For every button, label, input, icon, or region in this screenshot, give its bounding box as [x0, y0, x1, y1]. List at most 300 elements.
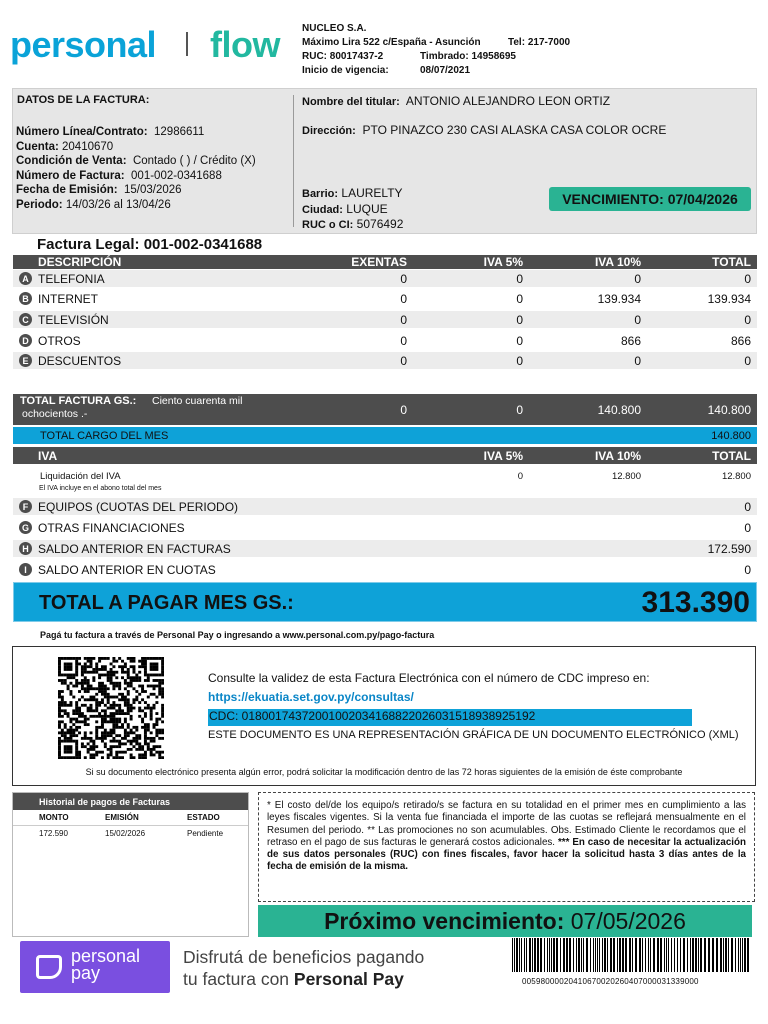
qr-module: [144, 690, 147, 693]
qr-module: [130, 676, 133, 679]
qr-module: [107, 707, 110, 710]
barcode-bar: [613, 938, 615, 972]
qr-module: [92, 687, 95, 690]
payment-history: [12, 792, 249, 937]
qr-module: [75, 753, 78, 756]
qr-module: [92, 742, 95, 745]
qr-module: [112, 737, 115, 740]
qr-module: [92, 671, 95, 674]
qr-module: [144, 723, 147, 726]
qr-module: [58, 726, 61, 729]
qr-module: [61, 756, 64, 759]
qr-module: [107, 748, 110, 751]
banner-line2b: Personal Pay: [293, 969, 404, 989]
qr-module: [130, 707, 133, 710]
qr-module: [138, 676, 141, 679]
qr-module: [144, 756, 147, 759]
qr-module: [110, 748, 113, 751]
qr-module: [78, 731, 81, 734]
qr-module: [147, 748, 150, 751]
qr-module: [64, 731, 67, 734]
qr-module: [118, 726, 121, 729]
history-col-monto: MONTO: [39, 813, 69, 822]
qr-module: [87, 737, 90, 740]
qr-module: [158, 690, 161, 693]
qr-module: [58, 751, 61, 754]
qr-module: [84, 657, 87, 660]
qr-module: [115, 696, 118, 699]
qr-module: [101, 690, 104, 693]
barrio-label: Barrio:: [302, 188, 339, 200]
barcode-bar: [576, 938, 577, 972]
qr-module: [112, 701, 115, 704]
qr-module: [61, 740, 64, 743]
qr-module: [110, 676, 113, 679]
qr-module: [132, 687, 135, 690]
numero-value: 001-002-0341688: [131, 169, 222, 182]
qr-module: [155, 696, 158, 699]
qr-module: [153, 704, 156, 707]
qr-module: [135, 740, 138, 743]
periodo-label: Periodo:: [16, 198, 63, 211]
total-pagar-value: 313.390: [641, 586, 750, 619]
qr-module: [161, 715, 164, 718]
qr-module: [155, 685, 158, 688]
qr-module: [75, 671, 78, 674]
qr-module: [161, 751, 164, 754]
qr-module: [144, 726, 147, 729]
qr-module: [69, 740, 72, 743]
qr-module: [150, 737, 153, 740]
barcode-bar: [599, 938, 600, 972]
qr-module: [138, 753, 141, 756]
barcode-bar: [583, 938, 584, 972]
col-iva5: IVA 5%: [483, 255, 523, 269]
row-desc: OTROS: [38, 333, 81, 348]
qr-module: [158, 737, 161, 740]
qr-module: [84, 737, 87, 740]
qr-module: [95, 729, 98, 732]
qr-module: [81, 671, 84, 674]
qr-module: [95, 720, 98, 723]
company-tel: Tel: 217-7000: [508, 37, 571, 48]
qr-module: [158, 745, 161, 748]
qr-module: [144, 737, 147, 740]
qr-module: [98, 682, 101, 685]
qr-module: [124, 751, 127, 754]
qr-module: [64, 668, 67, 671]
qr-module: [115, 685, 118, 688]
qr-module: [84, 687, 87, 690]
barcode-bar: [735, 938, 736, 972]
qr-module: [69, 701, 72, 704]
qr-module: [118, 709, 121, 712]
barcode-bar: [664, 938, 665, 972]
qr-module: [144, 707, 147, 710]
qr-module: [95, 753, 98, 756]
qr-module: [69, 751, 72, 754]
qr-module: [130, 709, 133, 712]
qr-module: [67, 663, 70, 666]
qr-module: [132, 726, 135, 729]
qr-module: [147, 737, 150, 740]
barcode-bar: [524, 938, 525, 972]
barcode-bar: [556, 938, 558, 972]
row-letter: C: [19, 313, 32, 326]
qr-module: [107, 657, 110, 660]
qr-module: [81, 704, 84, 707]
barcode-bar: [581, 938, 582, 972]
qr-module: [161, 712, 164, 715]
qr-module: [110, 718, 113, 721]
qr-module: [78, 756, 81, 759]
qr-module: [64, 723, 67, 726]
qr-module: [84, 682, 87, 685]
qr-module: [69, 674, 72, 677]
qr-module: [112, 657, 115, 660]
qr-module: [150, 751, 153, 754]
qr-module: [69, 745, 72, 748]
qr-module: [67, 676, 70, 679]
qr-module: [64, 701, 67, 704]
qr-module: [87, 685, 90, 688]
qr-module: [141, 718, 144, 721]
qr-module: [153, 663, 156, 666]
qr-module: [121, 671, 124, 674]
qr-module: [84, 715, 87, 718]
qr-module: [118, 718, 121, 721]
qr-module: [112, 707, 115, 710]
qr-module: [118, 707, 121, 710]
qr-module: [95, 671, 98, 674]
row-iva10: 0: [634, 353, 641, 368]
barcode-number: 00598000020410670020260407000031339000: [522, 977, 699, 986]
qr-module: [155, 718, 158, 721]
barcode-bar: [573, 938, 574, 972]
barcode-bar: [593, 938, 594, 972]
qr-module: [144, 674, 147, 677]
qr-module: [87, 751, 90, 754]
barcode-bar: [639, 938, 641, 972]
qr-module: [98, 726, 101, 729]
inicio-value: 08/07/2021: [420, 65, 471, 76]
qr-module: [121, 696, 124, 699]
row-desc: SALDO ANTERIOR EN FACTURAS: [38, 541, 231, 556]
qr-module: [127, 698, 130, 701]
logo-line2: pay: [71, 963, 101, 983]
qr-module: [90, 709, 93, 712]
qr-module: [67, 665, 70, 668]
qr-module: [124, 712, 127, 715]
barcode-bar: [687, 938, 688, 972]
qr-module: [150, 663, 153, 666]
qr-module: [115, 682, 118, 685]
qr-module: [130, 665, 133, 668]
qr-module: [118, 745, 121, 748]
barcode-bar: [725, 938, 727, 972]
qr-module: [58, 753, 61, 756]
qr-module: [67, 740, 70, 743]
qr-module: [69, 731, 72, 734]
qr-module: [95, 701, 98, 704]
qr-module: [101, 723, 104, 726]
row-exentas: 0: [400, 333, 407, 348]
qr-module: [90, 685, 93, 688]
qr-module: [101, 701, 104, 704]
qr-module: [101, 734, 104, 737]
qr-module: [72, 740, 75, 743]
qr-module: [104, 674, 107, 677]
qr-module: [61, 698, 64, 701]
barcode-bar: [744, 938, 746, 972]
barcode-bar: [514, 938, 515, 972]
qr-module: [135, 690, 138, 693]
qr-module: [61, 690, 64, 693]
qr-module: [158, 753, 161, 756]
qr-module: [81, 696, 84, 699]
qr-module: [84, 723, 87, 726]
qr-module: [58, 712, 61, 715]
qr-module: [98, 668, 101, 671]
qr-module: [58, 720, 61, 723]
qr-module: [130, 731, 133, 734]
barcode-bar: [529, 938, 531, 972]
qr-code: [58, 657, 164, 759]
qr-module: [127, 671, 130, 674]
qr-module: [150, 685, 153, 688]
qr-module: [150, 668, 153, 671]
col-descripcion: DESCRIPCIÓN: [38, 255, 122, 269]
history-row: [13, 826, 248, 840]
qr-module: [118, 734, 121, 737]
qr-module: [161, 709, 164, 712]
barcode-bar: [619, 938, 621, 972]
qr-module: [144, 660, 147, 663]
qr-module: [75, 707, 78, 710]
row-iva5: 0: [516, 291, 523, 306]
personal-pay-name: [71, 948, 140, 982]
qr-module: [101, 720, 104, 723]
qr-module: [138, 685, 141, 688]
barcode-bar: [597, 938, 598, 972]
qr-module: [69, 704, 72, 707]
qr-module: [141, 745, 144, 748]
qr-module: [153, 723, 156, 726]
qr-module: [104, 690, 107, 693]
qr-module: [75, 665, 78, 668]
qr-module: [78, 712, 81, 715]
qr-module: [118, 685, 121, 688]
qr-module: [64, 751, 67, 754]
qr-module: [144, 663, 147, 666]
qr-module: [130, 685, 133, 688]
qr-module: [132, 707, 135, 710]
row-letter: B: [19, 292, 32, 305]
qr-module: [90, 756, 93, 759]
qr-module: [138, 693, 141, 696]
qr-module: [150, 657, 153, 660]
table-row: [13, 352, 757, 369]
qr-module: [67, 737, 70, 740]
qr-module: [130, 715, 133, 718]
logo-divider: [186, 32, 188, 56]
qr-module: [58, 731, 61, 734]
qr-module: [84, 756, 87, 759]
qr-module: [67, 687, 70, 690]
qr-module: [141, 748, 144, 751]
qr-module: [75, 679, 78, 682]
barcode-bar: [650, 938, 651, 972]
qr-module: [135, 676, 138, 679]
qr-module: [67, 748, 70, 751]
qr-module: [84, 731, 87, 734]
qr-module: [153, 753, 156, 756]
qr-module: [155, 712, 158, 715]
qr-module: [107, 693, 110, 696]
barcode-bar: [595, 938, 596, 972]
qr-module: [161, 696, 164, 699]
qr-module: [98, 701, 101, 704]
qr-module: [161, 668, 164, 671]
qr-module: [161, 687, 164, 690]
qr-module: [124, 687, 127, 690]
cdc-footer: Si su documento electrónico presenta algún error, podrá solicitar la modificación dentro de las 72 horas siguientes de la emisión de éste comprobante: [85, 767, 683, 777]
qr-module: [90, 671, 93, 674]
qr-module: [150, 674, 153, 677]
qr-module: [112, 671, 115, 674]
barcode-bar: [728, 938, 729, 972]
qr-module: [124, 665, 127, 668]
row-total: 0: [744, 353, 751, 368]
iva-col-iva10: IVA 10%: [594, 448, 641, 463]
qr-module: [138, 709, 141, 712]
qr-module: [127, 723, 130, 726]
qr-module: [121, 698, 124, 701]
qr-module: [75, 709, 78, 712]
qr-module: [90, 745, 93, 748]
qr-module: [150, 707, 153, 710]
qr-module: [161, 690, 164, 693]
qr-module: [161, 729, 164, 732]
qr-module: [110, 720, 113, 723]
barcode-bar: [519, 938, 520, 972]
qr-module: [78, 715, 81, 718]
qr-module: [115, 751, 118, 754]
qr-module: [155, 745, 158, 748]
cdc-link[interactable]: https://ekuatia.set.gov.py/consultas/: [208, 690, 414, 704]
personal-pay-logo: [20, 941, 170, 993]
qr-module: [112, 740, 115, 743]
qr-module: [75, 745, 78, 748]
qr-module: [147, 696, 150, 699]
qr-module: [69, 734, 72, 737]
qr-module: [150, 718, 153, 721]
qr-module: [107, 753, 110, 756]
barcode-bar: [544, 938, 545, 972]
qr-module: [124, 720, 127, 723]
linea-label: Número Línea/Contrato:: [16, 126, 148, 138]
barcode-bar: [540, 938, 542, 972]
qr-module: [141, 663, 144, 666]
qr-module: [130, 753, 133, 756]
proximo-vencimiento: [258, 905, 752, 937]
qr-module: [135, 698, 138, 701]
qr-module: [110, 663, 113, 666]
qr-module: [110, 668, 113, 671]
qr-module: [64, 657, 67, 660]
qr-module: [75, 726, 78, 729]
row-letter: G: [19, 521, 32, 534]
iva-col-iva5: IVA 5%: [483, 448, 523, 463]
qr-module: [121, 668, 124, 671]
qr-module: [135, 734, 138, 737]
qr-module: [81, 737, 84, 740]
barrio-value: LAURELTY: [341, 186, 403, 200]
inicio-label: Inicio de vigencia:: [302, 65, 389, 76]
qr-module: [107, 698, 110, 701]
proximo-date: 07/05/2026: [570, 907, 686, 934]
iva-col-total: TOTAL: [712, 448, 751, 463]
qr-module: [95, 709, 98, 712]
qr-module: [64, 709, 67, 712]
qr-module: [95, 687, 98, 690]
qr-module: [153, 687, 156, 690]
qr-module: [90, 707, 93, 710]
qr-module: [127, 712, 130, 715]
qr-module: [144, 751, 147, 754]
total-factura-iva5: 0: [516, 402, 523, 417]
barcode-bar: [578, 938, 580, 972]
qr-module: [81, 712, 84, 715]
qr-module: [107, 674, 110, 677]
row-total: 866: [730, 333, 751, 348]
qr-module: [61, 674, 64, 677]
qr-module: [153, 745, 156, 748]
qr-module: [132, 660, 135, 663]
qr-module: [127, 693, 130, 696]
row-total: 172.590: [707, 541, 751, 556]
qr-module: [98, 715, 101, 718]
qr-module: [58, 679, 61, 682]
qr-module: [158, 756, 161, 759]
qr-module: [127, 748, 130, 751]
qr-module: [104, 693, 107, 696]
qr-module: [132, 657, 135, 660]
qr-module: [158, 718, 161, 721]
qr-module: [58, 660, 61, 663]
qr-module: [69, 726, 72, 729]
qr-module: [61, 696, 64, 699]
company-address: Máximo Lira 522 c/España - Asunción: [302, 37, 481, 48]
qr-module: [104, 704, 107, 707]
qr-module: [90, 753, 93, 756]
qr-module: [115, 671, 118, 674]
barcode-bar: [526, 938, 527, 972]
qr-module: [118, 687, 121, 690]
qr-module: [95, 665, 98, 668]
qr-module: [107, 756, 110, 759]
qr-module: [141, 657, 144, 660]
company-info: [302, 22, 592, 78]
row-exentas: 0: [400, 271, 407, 286]
qr-module: [138, 715, 141, 718]
qr-module: [75, 701, 78, 704]
qr-module: [58, 704, 61, 707]
qr-module: [90, 657, 93, 660]
qr-module: [78, 751, 81, 754]
qr-module: [98, 687, 101, 690]
row-iva5: 0: [516, 271, 523, 286]
